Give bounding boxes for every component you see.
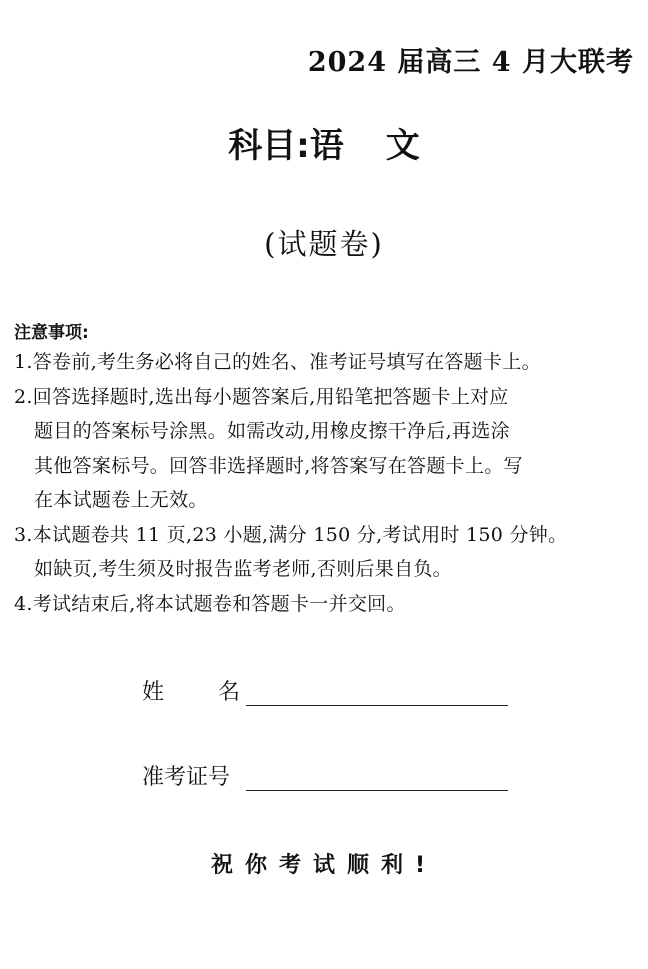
name-blank-line[interactable] xyxy=(246,679,508,706)
note-2-line-4: 在本试题卷上无效。 xyxy=(34,489,208,511)
name-label-char-2: 名 xyxy=(218,680,241,705)
note-2-line-3: 其他答案标号。回答非选择题时,将答案写在答题卡上。写 xyxy=(34,454,523,477)
subject-name-part2: 文 xyxy=(385,126,420,166)
note-2-line-2: 题目的答案标号涂黑。如需改动,用橡皮擦干净后,再选涂 xyxy=(34,420,510,442)
exam-id-field xyxy=(142,760,508,791)
subject-heading xyxy=(0,118,648,167)
notes-list xyxy=(14,345,639,621)
notes-heading: 注意事项: xyxy=(14,323,89,343)
subject-name-part1: 语 xyxy=(309,126,344,166)
note-3-line-1: 3.本试题卷共 11 页,23 小题,满分 150 分,考试用时 150 分钟。 xyxy=(14,523,568,546)
note-1-line-1: 1.答卷前,考生务必将自己的姓名、准考证号填写在答题卡上。 xyxy=(14,351,541,373)
name-label xyxy=(142,675,246,706)
name-field xyxy=(142,675,508,706)
note-4-line-1: 4.考试结束后,将本试题卷和答题卡一并交回。 xyxy=(14,592,406,615)
closing-wish: 祝你考试顺利! xyxy=(210,853,438,878)
exam-id-blank-line[interactable] xyxy=(246,764,508,791)
note-3-line-2: 如缺页,考生须及时报告监考老师,否则后果自负。 xyxy=(34,558,452,580)
note-2-line-1: 2.回答选择题时,选出每小题答案后,用铅笔把答题卡上对应 xyxy=(14,385,509,408)
name-label-char-1: 姓 xyxy=(142,680,165,705)
subject-label: 科目: xyxy=(228,126,310,166)
paper-type: (试题卷) xyxy=(264,227,384,261)
exam-id-label: 准考证号 xyxy=(142,765,231,790)
exam-title: 2024 届高三 4 月大联考 xyxy=(307,47,634,78)
